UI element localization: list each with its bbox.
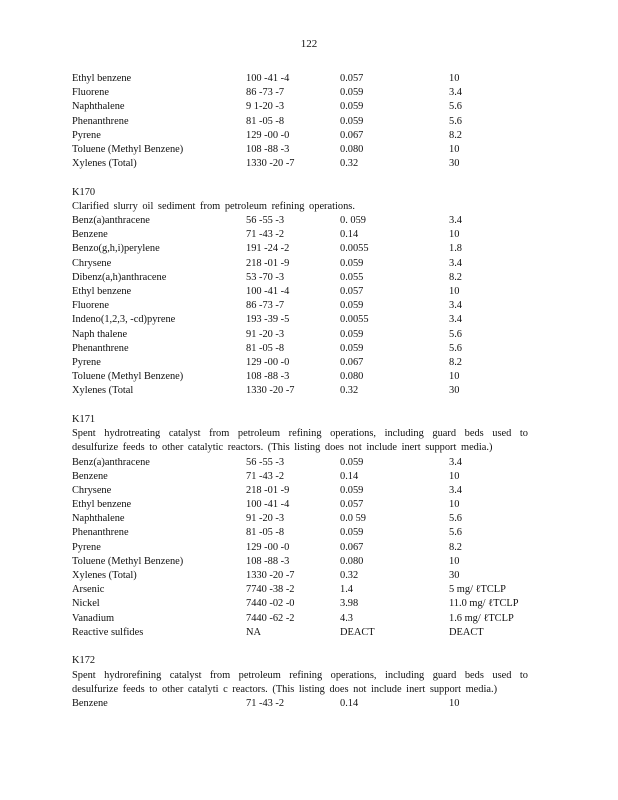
constituent-name: Phenanthrene	[72, 342, 129, 354]
constituent-name: Xylenes (Total	[72, 385, 134, 397]
constituent-name: Benzo(g,h,i)perylene	[72, 243, 160, 255]
table-row	[72, 72, 528, 86]
table-row	[72, 271, 528, 285]
nonwastewater-concentration: 10	[449, 697, 460, 709]
table-row	[72, 384, 528, 398]
nonwastewater-concentration: 30	[449, 570, 460, 582]
cas-number: 191 -24 -2	[246, 243, 290, 255]
cas-number: 129 -00 -0	[246, 541, 290, 553]
table-row	[72, 328, 528, 342]
table-row	[72, 456, 528, 470]
table-row	[72, 697, 528, 711]
nonwastewater-concentration: 5.6	[449, 328, 462, 340]
wastewater-concentration: 0.059	[340, 257, 364, 269]
table-row	[72, 299, 528, 313]
constituent-name: Phenanthrene	[72, 115, 129, 127]
cas-number: 71 -43 -2	[246, 470, 285, 482]
wastewater-concentration: 4.3	[340, 612, 353, 624]
nonwastewater-concentration: 10	[449, 470, 460, 482]
constituent-name: Benzene	[72, 697, 108, 709]
waste-description: Spent hydrorefining catalyst from petroleum refining operations, including guard beds used to desulfurize feeds to other catalyti c reactors. (This listing does not include inert support media.)	[72, 669, 528, 695]
nonwastewater-concentration: 8.2	[449, 129, 462, 141]
wastewater-concentration: 0.067	[340, 356, 364, 368]
wastewater-concentration: 0.057	[340, 73, 364, 84]
cas-number: 91 -20 -3	[246, 328, 285, 340]
cas-number: 108 -88 -3	[246, 371, 290, 383]
nonwastewater-concentration: 8.2	[449, 356, 462, 368]
wastewater-concentration: 0.059	[340, 300, 364, 312]
table-row	[72, 512, 528, 526]
nonwastewater-concentration: 3.4	[449, 87, 462, 99]
section-spacer	[72, 399, 528, 413]
cas-number: 129 -00 -0	[246, 356, 290, 368]
nonwastewater-concentration: 3.4	[449, 300, 462, 312]
table-row	[72, 100, 528, 114]
wastewater-concentration: 0.059	[340, 115, 364, 127]
nonwastewater-concentration: 8.2	[449, 271, 462, 283]
cas-number: 71 -43 -2	[246, 697, 285, 709]
table-row	[72, 157, 528, 171]
cas-number: 218 -01 -9	[246, 484, 290, 496]
nonwastewater-concentration: DEACT	[449, 626, 484, 638]
waste-code-section	[72, 413, 528, 640]
cas-number: 218 -01 -9	[246, 257, 290, 269]
cas-number: 7440 -02 -0	[246, 598, 295, 610]
constituent-name: Pyrene	[72, 356, 101, 368]
wastewater-concentration: 0.059	[340, 342, 364, 354]
cas-number: 81 -05 -8	[246, 342, 285, 354]
table-row	[72, 569, 528, 583]
cas-number: NA	[246, 626, 262, 638]
constituent-name: Toluene (Methyl Benzene)	[72, 371, 184, 383]
cas-number: 81 -05 -8	[246, 527, 285, 539]
constituent-name: Ethyl benzene	[72, 286, 132, 298]
nonwastewater-concentration: 8.2	[449, 541, 462, 553]
cas-number: 86 -73 -7	[246, 300, 285, 312]
constituent-name: Benz(a)anthracene	[72, 215, 150, 227]
nonwastewater-concentration: 3.4	[449, 215, 462, 227]
nonwastewater-concentration: 5 mg/ ℓTCLP	[449, 584, 506, 596]
constituent-name: Pyrene	[72, 129, 101, 141]
wastewater-concentration: 0.080	[340, 555, 364, 567]
table-row	[72, 498, 528, 512]
nonwastewater-concentration: 3.4	[449, 484, 462, 496]
table-row	[72, 228, 528, 242]
cas-number: 53 -70 -3	[246, 271, 285, 283]
nonwastewater-concentration: 10	[449, 371, 460, 383]
cas-number: 193 -39 -5	[246, 314, 290, 326]
wastewater-concentration: 0.14	[340, 697, 359, 709]
wastewater-concentration: 0.059	[340, 87, 364, 99]
cas-number: 7440 -62 -2	[246, 612, 295, 624]
cas-number: 129 -00 -0	[246, 129, 290, 141]
wastewater-concentration: 0.059	[340, 456, 364, 468]
nonwastewater-concentration: 5.6	[449, 115, 462, 127]
page-number: 122	[300, 38, 318, 50]
constituent-name: Phenanthrene	[72, 527, 129, 539]
table-row	[72, 115, 528, 129]
document-body	[72, 72, 528, 711]
waste-description: Clarified slurry oil sediment from petroleum refining operations.	[72, 200, 355, 212]
waste-code: K170	[72, 186, 96, 198]
cas-number: 100 -41 -4	[246, 286, 290, 298]
constituent-name: Benzene	[72, 470, 108, 482]
wastewater-concentration: 0.059	[340, 527, 364, 539]
wastewater-concentration: 0.080	[340, 371, 364, 383]
constituent-name: Nickel	[72, 598, 100, 610]
waste-code: K171	[72, 413, 96, 425]
cas-number: 9 1-20 -3	[246, 101, 285, 113]
table-row	[72, 626, 528, 640]
waste-description: Spent hydrotreating catalyst from petroleum refining operations, including guard beds used to desulfurize feeds to other catalytic reactors. (This listing does not include inert support media.)	[72, 428, 528, 454]
constituent-name: Toluene (Methyl Benzene)	[72, 555, 184, 567]
wastewater-concentration: 3.98	[340, 598, 359, 610]
cas-number: 7740 -38 -2	[246, 584, 295, 596]
wastewater-concentration: 0.055	[340, 271, 364, 283]
table-row	[72, 285, 528, 299]
waste-code-sections	[72, 171, 528, 711]
constituent-name: Arsenic	[72, 584, 105, 596]
constituent-name: Chrysene	[72, 484, 112, 496]
nonwastewater-concentration: 10	[449, 229, 460, 241]
table-row	[72, 597, 528, 611]
constituent-name: Xylenes (Total)	[72, 570, 137, 582]
constituent-name: Chrysene	[72, 257, 112, 269]
cas-number: 1330 -20 -7	[246, 158, 295, 170]
cas-number: 56 -55 -3	[246, 215, 285, 227]
constituent-name: Vanadium	[72, 612, 115, 624]
cas-number: 91 -20 -3	[246, 513, 285, 525]
cas-number: 71 -43 -2	[246, 229, 285, 241]
waste-code-section	[72, 186, 528, 399]
cas-number: 1330 -20 -7	[246, 570, 295, 582]
constituent-name: Benzene	[72, 229, 108, 241]
wastewater-concentration: 0.32	[340, 385, 359, 397]
constituent-name: Ethyl benzene	[72, 499, 132, 511]
constituent-name: Naphthalene	[72, 101, 125, 113]
table-row	[72, 612, 528, 626]
constituent-name: Fluorene	[72, 300, 109, 312]
section-spacer	[72, 171, 528, 185]
section-spacer	[72, 640, 528, 654]
table-row	[72, 583, 528, 597]
nonwastewater-concentration: 30	[449, 385, 460, 397]
nonwastewater-concentration: 1.8	[449, 243, 462, 255]
cas-number: 1330 -20 -7	[246, 385, 295, 397]
nonwastewater-concentration: 1.6 mg/ ℓTCLP	[449, 612, 514, 624]
nonwastewater-concentration: 10	[449, 555, 460, 567]
constituent-name: Indeno(1,2,3, -cd)pyrene	[72, 314, 176, 326]
wastewater-concentration: 0.059	[340, 101, 364, 113]
table-row	[72, 129, 528, 143]
wastewater-concentration: 0.057	[340, 286, 364, 298]
wastewater-concentration: 0.0055	[340, 314, 369, 326]
table-row	[72, 370, 528, 384]
cas-number: 108 -88 -3	[246, 555, 290, 567]
table-row	[72, 313, 528, 327]
table-row	[72, 526, 528, 540]
nonwastewater-concentration: 3.4	[449, 314, 462, 326]
constituent-name: Naphthalene	[72, 513, 125, 525]
table-row	[72, 555, 528, 569]
nonwastewater-concentration: 5.6	[449, 342, 462, 354]
nonwastewater-concentration: 10	[449, 73, 460, 84]
cas-number: 86 -73 -7	[246, 87, 285, 99]
table-row	[72, 541, 528, 555]
cas-number: 56 -55 -3	[246, 456, 285, 468]
nonwastewater-concentration: 30	[449, 158, 460, 170]
constituent-name: Pyrene	[72, 541, 101, 553]
wastewater-concentration: 0.14	[340, 229, 359, 241]
wastewater-concentration: 0.059	[340, 484, 364, 496]
table-row	[72, 356, 528, 370]
constituent-name: Xylenes (Total)	[72, 158, 137, 170]
nonwastewater-concentration: 5.6	[449, 513, 462, 525]
wastewater-concentration: 0.32	[340, 570, 359, 582]
constituent-name: Fluorene	[72, 87, 109, 99]
wastewater-concentration: 1.4	[340, 584, 353, 596]
table-row	[72, 86, 528, 100]
table-row	[72, 257, 528, 271]
table-row	[72, 342, 528, 356]
nonwastewater-concentration: 5.6	[449, 101, 462, 113]
nonwastewater-concentration: 11.0 mg/ ℓTCLP	[449, 598, 519, 610]
cas-number: 100 -41 -4	[246, 499, 290, 511]
constituent-name: Dibenz(a,h)anthracene	[72, 271, 167, 283]
nonwastewater-concentration: 10	[449, 499, 460, 511]
nonwastewater-concentration: 10	[449, 143, 460, 155]
wastewater-concentration: 0.057	[340, 499, 364, 511]
wastewater-concentration: DEACT	[340, 626, 375, 638]
constituent-name: Ethyl benzene	[72, 73, 132, 84]
table-row	[72, 214, 528, 228]
waste-code: K172	[72, 655, 96, 667]
table-row	[72, 143, 528, 157]
nonwastewater-concentration: 5.6	[449, 527, 462, 539]
cas-number: 81 -05 -8	[246, 115, 285, 127]
constituent-name: Toluene (Methyl Benzene)	[72, 143, 184, 155]
wastewater-concentration: 0.067	[340, 541, 364, 553]
table-row	[72, 470, 528, 484]
waste-code-section	[72, 654, 528, 711]
wastewater-concentration: 0.0 59	[340, 513, 366, 525]
continued-table	[72, 72, 528, 171]
constituent-name: Reactive sulfides	[72, 626, 144, 638]
constituent-name: Naph thalene	[72, 328, 128, 340]
wastewater-concentration: 0.080	[340, 143, 364, 155]
nonwastewater-concentration: 10	[449, 286, 460, 298]
table-row	[72, 484, 528, 498]
cas-number: 100 -41 -4	[246, 73, 290, 84]
constituent-name: Benz(a)anthracene	[72, 456, 150, 468]
wastewater-concentration: 0.32	[340, 158, 359, 170]
wastewater-concentration: 0. 059	[340, 215, 366, 227]
nonwastewater-concentration: 3.4	[449, 257, 462, 269]
cas-number: 108 -88 -3	[246, 143, 290, 155]
wastewater-concentration: 0.059	[340, 328, 364, 340]
nonwastewater-concentration: 3.4	[449, 456, 462, 468]
wastewater-concentration: 0.0055	[340, 243, 369, 255]
wastewater-concentration: 0.067	[340, 129, 364, 141]
wastewater-concentration: 0.14	[340, 470, 359, 482]
table-row	[72, 242, 528, 256]
